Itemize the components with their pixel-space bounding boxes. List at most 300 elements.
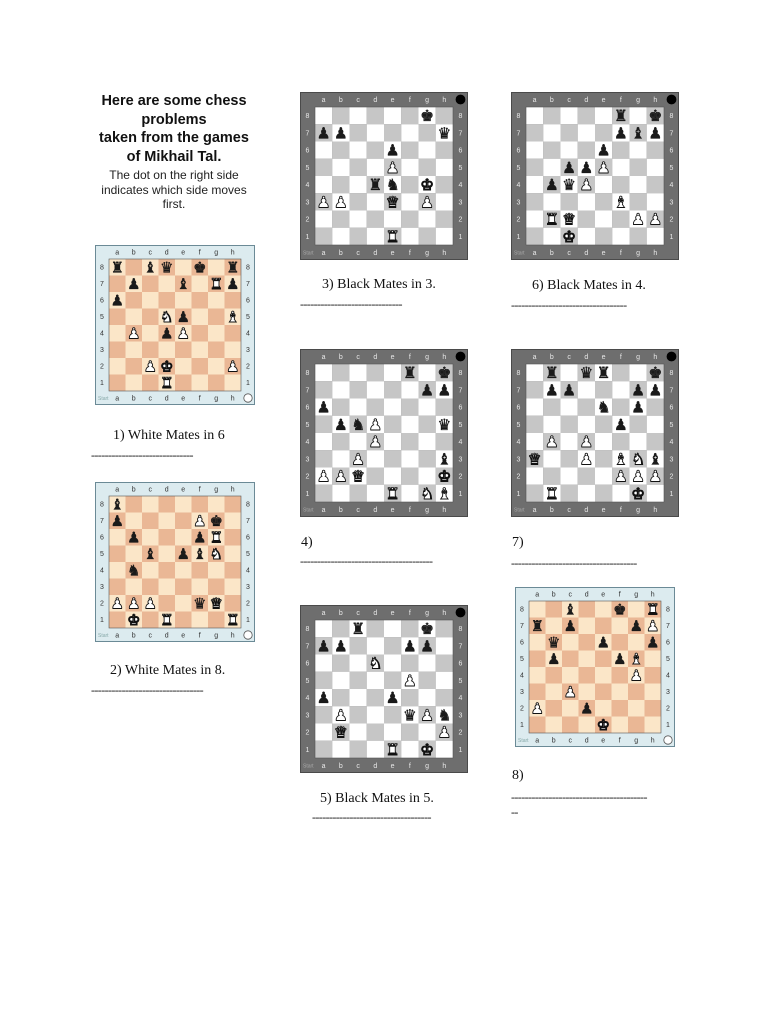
rank-label: 5 — [669, 421, 674, 429]
file-label: a — [115, 249, 120, 257]
black-pawn-icon: ♟ — [648, 124, 663, 143]
rank-label: 8 — [458, 626, 463, 634]
board-svg — [300, 349, 468, 517]
board-square — [401, 689, 418, 706]
board-square — [142, 342, 159, 359]
board-square — [401, 381, 418, 398]
board-square — [436, 193, 453, 210]
rank-label: 1 — [520, 722, 524, 730]
board-square — [543, 399, 560, 416]
board-square — [159, 562, 176, 579]
black-pawn-icon: ♟ — [176, 308, 190, 327]
black-bishop-icon: ♝ — [648, 450, 663, 469]
board-square — [225, 292, 242, 309]
board-square — [350, 485, 367, 502]
board-square — [595, 193, 612, 210]
board-square — [367, 364, 384, 381]
rank-label: 8 — [100, 501, 104, 509]
rank-label: 5 — [520, 656, 524, 664]
black-knight-icon: ♞ — [127, 561, 141, 580]
black-pawn-icon: ♟ — [544, 176, 559, 195]
white-bishop-icon: ♝ — [629, 650, 643, 669]
board-square — [159, 276, 176, 293]
board-square — [350, 159, 367, 176]
file-label: a — [115, 486, 120, 494]
rank-label: 6 — [305, 404, 310, 412]
board-square — [384, 450, 401, 467]
board-square — [332, 381, 349, 398]
board-square — [561, 450, 578, 467]
board-square — [630, 176, 647, 193]
black-pawn-icon: ♟ — [110, 512, 124, 531]
board-square — [332, 433, 349, 450]
board-square — [562, 700, 579, 717]
board-square — [595, 468, 612, 485]
file-label: h — [230, 395, 235, 403]
intro-note-line: The dot on the right side — [109, 168, 239, 182]
rank-label: 8 — [669, 113, 674, 121]
board-square — [419, 672, 436, 689]
rank-label: 7 — [100, 518, 104, 526]
board-square — [630, 416, 647, 433]
board-square — [350, 228, 367, 245]
board-square — [578, 416, 595, 433]
file-label: a — [535, 737, 540, 745]
board-square — [350, 211, 367, 228]
board-square — [579, 618, 596, 635]
file-label: h — [442, 353, 447, 361]
board-square — [350, 381, 367, 398]
rank-label: 1 — [666, 722, 670, 730]
rank-label: 2 — [516, 473, 521, 481]
board-square — [225, 513, 242, 530]
answer-line: --------------------------------- — [91, 683, 204, 697]
board-square — [579, 717, 596, 734]
board-square — [578, 399, 595, 416]
board-square — [436, 159, 453, 176]
file-label: b — [549, 96, 554, 104]
board-square — [526, 399, 543, 416]
board-square — [401, 433, 418, 450]
board-svg — [511, 92, 679, 260]
board-square — [543, 228, 560, 245]
black-pawn-icon: ♟ — [160, 324, 174, 343]
rank-label: 3 — [305, 199, 310, 207]
board-square — [647, 485, 664, 502]
board-square — [332, 672, 349, 689]
board-square — [543, 142, 560, 159]
file-label: b — [549, 353, 554, 361]
board-square — [367, 193, 384, 210]
chess-board-problem-3 — [300, 92, 468, 260]
board-square — [630, 159, 647, 176]
board-square — [109, 612, 126, 629]
board-square — [384, 433, 401, 450]
board-square — [367, 399, 384, 416]
rank-label: 8 — [100, 264, 104, 272]
board-square — [126, 375, 143, 392]
black-pawn-icon: ♟ — [596, 141, 611, 160]
board-square — [419, 724, 436, 741]
board-square — [628, 601, 645, 618]
file-label: c — [148, 249, 152, 257]
file-label: c — [567, 96, 571, 104]
board-square — [419, 159, 436, 176]
white-king-icon: ♚ — [420, 176, 435, 195]
black-pawn-icon: ♟ — [563, 617, 577, 636]
board-square — [595, 651, 612, 668]
file-label: h — [653, 353, 658, 361]
file-label: h — [230, 486, 235, 494]
board-square — [332, 655, 349, 672]
rank-label: 5 — [669, 164, 674, 172]
white-pawn-icon: ♟ — [648, 210, 663, 229]
rank-label: 2 — [246, 363, 250, 371]
board-square — [315, 741, 332, 758]
rank-label: 4 — [246, 330, 250, 338]
rank-label: 2 — [666, 705, 670, 713]
board-square — [419, 416, 436, 433]
file-label: g — [214, 486, 219, 494]
side-to-move-dot — [456, 608, 465, 617]
white-bishop-icon: ♝ — [613, 193, 628, 212]
file-label: b — [549, 249, 554, 257]
file-label: b — [131, 395, 136, 403]
black-pawn-icon: ♟ — [127, 528, 141, 547]
board-square — [543, 107, 560, 124]
file-label: d — [164, 249, 169, 257]
chess-board-problem-5 — [300, 605, 468, 773]
black-pawn-icon: ♟ — [193, 528, 207, 547]
board-square — [612, 634, 629, 651]
board-square — [208, 292, 225, 309]
board-square — [543, 124, 560, 141]
board-square — [175, 595, 192, 612]
board-square — [579, 684, 596, 701]
rank-label: 7 — [305, 387, 310, 395]
file-label: g — [425, 506, 430, 514]
board-square — [436, 637, 453, 654]
black-king-icon: ♚ — [420, 107, 435, 126]
answer-line: ---------------------------------------- — [511, 790, 647, 804]
board-square — [315, 364, 332, 381]
rank-label: 1 — [669, 490, 674, 498]
board-square — [612, 667, 629, 684]
rank-label: 7 — [516, 130, 521, 138]
board-square — [142, 496, 159, 513]
rank-label: 1 — [516, 233, 521, 241]
file-label: b — [131, 632, 136, 640]
file-label: h — [442, 762, 447, 770]
board-square — [175, 529, 192, 546]
black-knight-icon: ♞ — [596, 398, 611, 417]
board-square — [367, 741, 384, 758]
board-square — [175, 259, 192, 276]
board-square — [208, 358, 225, 375]
file-label: d — [164, 395, 169, 403]
board-square — [647, 433, 664, 450]
board-square — [208, 342, 225, 359]
board-square — [419, 468, 436, 485]
board-square — [419, 142, 436, 159]
board-square — [529, 651, 546, 668]
board-square — [384, 468, 401, 485]
board-svg — [95, 482, 255, 642]
board-square — [384, 655, 401, 672]
board-square — [126, 259, 143, 276]
file-label: h — [650, 737, 655, 745]
board-square — [126, 342, 143, 359]
board-square — [208, 579, 225, 596]
rank-label: 6 — [458, 660, 463, 668]
board-square — [384, 724, 401, 741]
board-square — [332, 741, 349, 758]
black-pawn-icon: ♟ — [127, 275, 141, 294]
problem-caption: 4) — [301, 535, 313, 550]
board-square — [562, 717, 579, 734]
black-king-icon: ♚ — [420, 620, 435, 639]
board-square — [612, 142, 629, 159]
rank-label: 4 — [669, 439, 674, 447]
problem-caption: 2) White Mates in 8. — [110, 663, 226, 678]
board-square — [595, 618, 612, 635]
board-square — [436, 655, 453, 672]
white-pawn-icon: ♟ — [110, 594, 124, 613]
rank-label: 6 — [100, 534, 104, 542]
board-square — [645, 700, 662, 717]
file-label: f — [198, 395, 201, 403]
rank-label: 2 — [100, 600, 104, 608]
board-square — [436, 228, 453, 245]
board-square — [126, 546, 143, 563]
file-label: d — [584, 96, 589, 104]
board-square — [126, 309, 143, 326]
board-square — [332, 211, 349, 228]
rank-label: 8 — [516, 370, 521, 378]
black-queen-icon: ♛ — [562, 176, 577, 195]
file-label: b — [338, 96, 343, 104]
problem-caption: 8) — [512, 768, 524, 783]
rank-label: 2 — [305, 473, 310, 481]
board-square — [595, 416, 612, 433]
rank-label: 6 — [305, 147, 310, 155]
black-bishop-icon: ♝ — [143, 545, 157, 564]
file-label: f — [408, 249, 411, 257]
black-pawn-icon: ♟ — [437, 381, 452, 400]
white-pawn-icon: ♟ — [563, 683, 577, 702]
file-label: f — [198, 249, 201, 257]
rank-label: 8 — [458, 113, 463, 121]
white-king-icon: ♚ — [596, 716, 610, 735]
file-label: e — [390, 96, 395, 104]
black-pawn-icon: ♟ — [596, 633, 610, 652]
black-pawn-icon: ♟ — [629, 617, 643, 636]
board-square — [384, 399, 401, 416]
white-rook-icon: ♜ — [209, 528, 223, 547]
board-square — [192, 325, 209, 342]
board-square — [367, 381, 384, 398]
white-pawn-icon: ♟ — [351, 450, 366, 469]
file-label: e — [390, 353, 395, 361]
file-label: g — [636, 249, 641, 257]
white-queen-icon: ♛ — [351, 467, 366, 486]
black-rook-icon: ♜ — [596, 364, 611, 383]
board-square — [562, 651, 579, 668]
rank-label: 2 — [246, 600, 250, 608]
file-label: g — [425, 609, 430, 617]
board-square — [109, 546, 126, 563]
rank-label: 5 — [100, 314, 104, 322]
file-label: e — [601, 96, 606, 104]
board-square — [315, 450, 332, 467]
rank-label: 6 — [516, 147, 521, 155]
rank-label: 3 — [458, 199, 463, 207]
board-square — [578, 468, 595, 485]
rank-label: 5 — [458, 421, 463, 429]
white-rook-icon: ♜ — [226, 611, 240, 630]
rank-label: 6 — [669, 404, 674, 412]
file-label: g — [425, 96, 430, 104]
board-square — [384, 706, 401, 723]
white-pawn-icon: ♟ — [385, 158, 400, 177]
board-square — [109, 562, 126, 579]
rank-label: 5 — [246, 314, 250, 322]
rank-label: 2 — [305, 216, 310, 224]
board-square — [578, 211, 595, 228]
rank-label: 1 — [669, 233, 674, 241]
intro-title-line: taken from the games — [99, 130, 249, 146]
white-pawn-icon: ♟ — [333, 467, 348, 486]
board-square — [384, 124, 401, 141]
problem-caption: 3) Black Mates in 3. — [322, 277, 436, 292]
board-square — [645, 651, 662, 668]
board-square — [159, 529, 176, 546]
black-queen-icon: ♛ — [437, 124, 452, 143]
board-square — [142, 292, 159, 309]
file-label: g — [634, 591, 639, 599]
board-square — [578, 381, 595, 398]
rank-label: 6 — [516, 404, 521, 412]
board-square — [578, 485, 595, 502]
board-square — [526, 228, 543, 245]
file-label: f — [408, 506, 411, 514]
rank-label: 1 — [458, 746, 463, 754]
rank-label: 4 — [100, 330, 104, 338]
board-square — [419, 689, 436, 706]
board-square — [192, 562, 209, 579]
board-square — [350, 364, 367, 381]
board-square — [401, 620, 418, 637]
chess-board-problem-8 — [515, 587, 675, 747]
board-svg — [95, 245, 255, 405]
board-square — [526, 468, 543, 485]
board-square — [595, 601, 612, 618]
black-pawn-icon: ♟ — [316, 124, 331, 143]
black-bishop-icon: ♝ — [631, 124, 646, 143]
file-label: d — [584, 737, 589, 745]
board-square — [350, 637, 367, 654]
black-bishop-icon: ♝ — [110, 495, 124, 514]
rank-label: 4 — [305, 695, 310, 703]
file-label: e — [181, 632, 186, 640]
board-square — [175, 513, 192, 530]
white-queen-icon: ♛ — [385, 193, 400, 212]
board-square — [175, 292, 192, 309]
white-pawn-icon: ♟ — [530, 699, 544, 718]
board-square — [628, 700, 645, 717]
board-square — [526, 433, 543, 450]
white-knight-icon: ♞ — [160, 308, 174, 327]
white-pawn-icon: ♟ — [579, 433, 594, 452]
board-square — [526, 416, 543, 433]
white-pawn-icon: ♟ — [333, 706, 348, 725]
board-square — [332, 228, 349, 245]
corner-label: Start — [518, 738, 529, 745]
black-king-icon: ♚ — [648, 364, 663, 383]
file-label: c — [356, 762, 360, 770]
white-pawn-icon: ♟ — [402, 671, 417, 690]
intro-note-line: first. — [162, 197, 186, 211]
board-square — [645, 717, 662, 734]
board-square — [647, 228, 664, 245]
board-square — [529, 601, 546, 618]
board-square — [526, 124, 543, 141]
file-label: b — [131, 486, 136, 494]
answer-line: ------------------------------------- — [511, 556, 637, 570]
rank-label: 8 — [305, 113, 310, 121]
board-square — [529, 717, 546, 734]
file-label: h — [653, 249, 658, 257]
board-square — [367, 107, 384, 124]
rank-label: 3 — [100, 347, 104, 355]
board-square — [192, 292, 209, 309]
board-square — [526, 142, 543, 159]
white-rook-icon: ♜ — [385, 484, 400, 503]
board-square — [612, 717, 629, 734]
white-queen-icon: ♛ — [527, 450, 542, 469]
file-label: g — [634, 737, 639, 745]
file-label: g — [636, 353, 641, 361]
board-square — [159, 546, 176, 563]
white-pawn-icon: ♟ — [333, 193, 348, 212]
white-pawn-icon: ♟ — [193, 512, 207, 531]
board-square — [401, 655, 418, 672]
board-square — [579, 667, 596, 684]
black-pawn-icon: ♟ — [110, 291, 124, 310]
board-square — [109, 342, 126, 359]
board-square — [367, 689, 384, 706]
file-label: g — [214, 395, 219, 403]
board-square — [543, 159, 560, 176]
intro-note-line: indicates which side moves — [101, 182, 247, 197]
white-pawn-icon: ♟ — [579, 176, 594, 195]
board-square — [350, 193, 367, 210]
rank-label: 8 — [666, 606, 670, 614]
board-square — [142, 562, 159, 579]
black-pawn-icon: ♟ — [613, 650, 627, 669]
file-label: h — [442, 506, 447, 514]
white-pawn-icon: ♟ — [613, 467, 628, 486]
rank-label: 3 — [246, 584, 250, 592]
answer-line-tail: -- — [511, 805, 518, 819]
file-label: d — [373, 762, 378, 770]
board-square — [384, 364, 401, 381]
board-square — [142, 276, 159, 293]
board-square — [109, 276, 126, 293]
black-rook-icon: ♜ — [226, 258, 240, 277]
board-square — [401, 211, 418, 228]
board-square — [332, 176, 349, 193]
